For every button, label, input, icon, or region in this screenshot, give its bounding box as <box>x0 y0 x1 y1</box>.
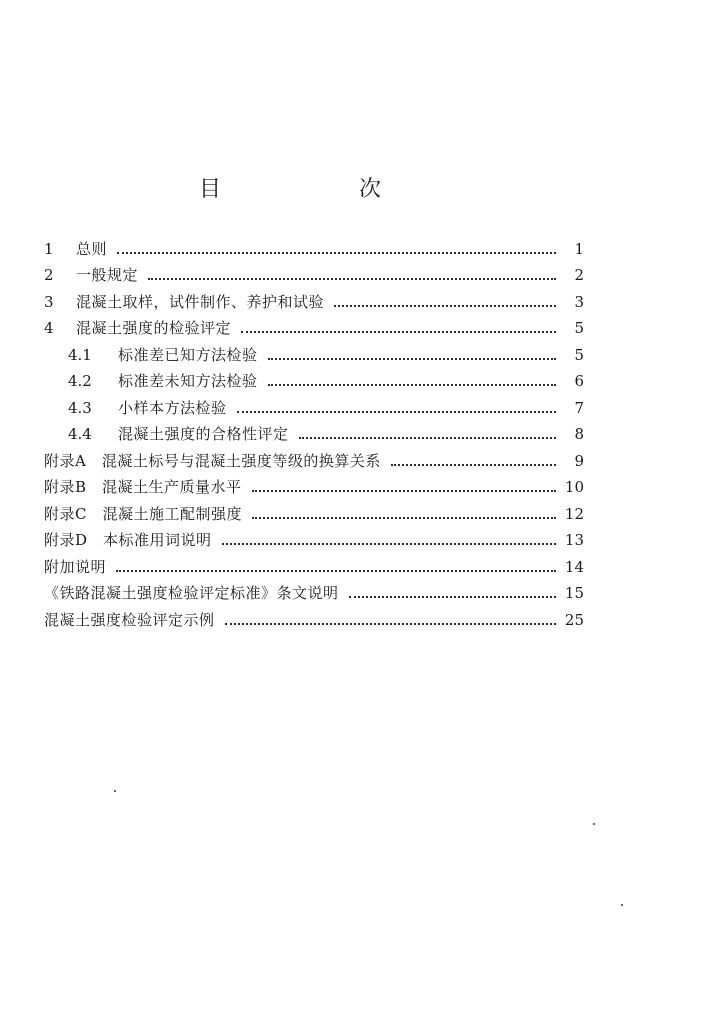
toc-number: 3 <box>44 292 54 311</box>
toc-page-number: 25 <box>564 610 584 629</box>
toc-entry-appendix-d[interactable] <box>44 522 584 549</box>
toc-entry-examples[interactable] <box>44 601 584 628</box>
toc-title: 小样本方法检验 <box>118 398 227 417</box>
toc-page-number: 7 <box>574 398 584 417</box>
toc-title: 总则 <box>76 239 108 258</box>
toc-number: 4.1 <box>68 345 92 364</box>
dot-leader <box>391 464 556 466</box>
scan-speck <box>593 823 595 825</box>
toc-title: 附录A 混凝土标号与混凝土强度等级的换算关系 <box>44 451 381 470</box>
dot-leader <box>241 331 556 333</box>
toc-page-number: 5 <box>574 345 584 364</box>
dot-leader <box>252 517 556 519</box>
toc-title: 一般规定 <box>76 266 139 284</box>
dot-leader <box>299 437 556 439</box>
toc-entry-4-2[interactable] <box>44 363 584 390</box>
toc-title: 附录D 本标准用词说明 <box>44 531 212 549</box>
toc-entry-4-1[interactable] <box>44 336 584 363</box>
dot-leader <box>117 252 556 254</box>
toc-number: 2 <box>44 266 54 284</box>
toc-page-number: 2 <box>574 266 584 284</box>
toc-title: 混凝土取样，试件制作、养护和试验 <box>76 292 325 311</box>
toc-page-number: 5 <box>574 319 584 337</box>
toc-page-number: 14 <box>564 557 584 576</box>
dot-leader <box>148 278 556 280</box>
toc-title: 标准差已知方法检验 <box>118 345 258 364</box>
toc-page-number: 8 <box>574 425 584 443</box>
toc-title: 附录C 混凝土施工配制强度 <box>44 504 242 523</box>
toc-entry-appendix-c[interactable] <box>44 495 584 522</box>
toc-entry-4-4[interactable] <box>44 416 584 443</box>
dot-leader <box>268 358 556 360</box>
toc-page-number: 6 <box>574 372 584 390</box>
toc-number: 4.4 <box>68 425 92 443</box>
scan-speck <box>621 904 623 906</box>
toc-title: 混凝土强度的检验评定 <box>76 319 232 337</box>
toc-title: 附录B 混凝土生产质量水平 <box>44 478 242 496</box>
toc-title: 《铁路混凝土强度检验评定标准》条文说明 <box>44 584 339 602</box>
toc-title: 混凝土强度检验评定示例 <box>44 610 215 629</box>
dot-leader <box>349 596 556 598</box>
dot-leader <box>252 490 556 492</box>
toc-page-number: 9 <box>574 451 584 470</box>
toc-entry-1[interactable] <box>44 230 584 257</box>
toc-title: 混凝土强度的合格性评定 <box>118 425 289 443</box>
toc-page-number: 10 <box>564 478 584 496</box>
dot-leader <box>222 543 556 545</box>
dot-leader <box>116 570 556 572</box>
toc-page-number: 1 <box>574 239 584 258</box>
dot-leader <box>334 305 556 307</box>
toc-entry-clause-explanation[interactable] <box>44 575 584 602</box>
toc-entry-4[interactable] <box>44 310 584 337</box>
dot-leader <box>268 384 556 386</box>
toc-title: 标准差未知方法检验 <box>118 372 258 390</box>
dot-leader <box>237 411 556 413</box>
toc-number: 4 <box>44 319 54 337</box>
toc-number: 4.2 <box>68 372 92 390</box>
toc-page-number: 15 <box>564 584 584 602</box>
toc-entry-additional-notes[interactable] <box>44 548 584 575</box>
toc-page-number: 12 <box>564 504 584 523</box>
toc-entry-3[interactable] <box>44 283 584 310</box>
dot-leader <box>225 623 556 625</box>
table-of-contents <box>44 230 584 628</box>
toc-title: 附加说明 <box>44 557 107 576</box>
page-title: 目 次 <box>198 177 439 202</box>
toc-entry-2[interactable] <box>44 257 584 284</box>
toc-entry-appendix-b[interactable] <box>44 469 584 496</box>
toc-entry-appendix-a[interactable] <box>44 442 584 469</box>
scan-speck <box>114 790 116 792</box>
toc-number: 4.3 <box>68 398 92 417</box>
toc-page-number: 13 <box>564 531 584 549</box>
toc-page-number: 3 <box>574 292 584 311</box>
toc-number: 1 <box>44 239 54 258</box>
toc-entry-4-3[interactable] <box>44 389 584 416</box>
